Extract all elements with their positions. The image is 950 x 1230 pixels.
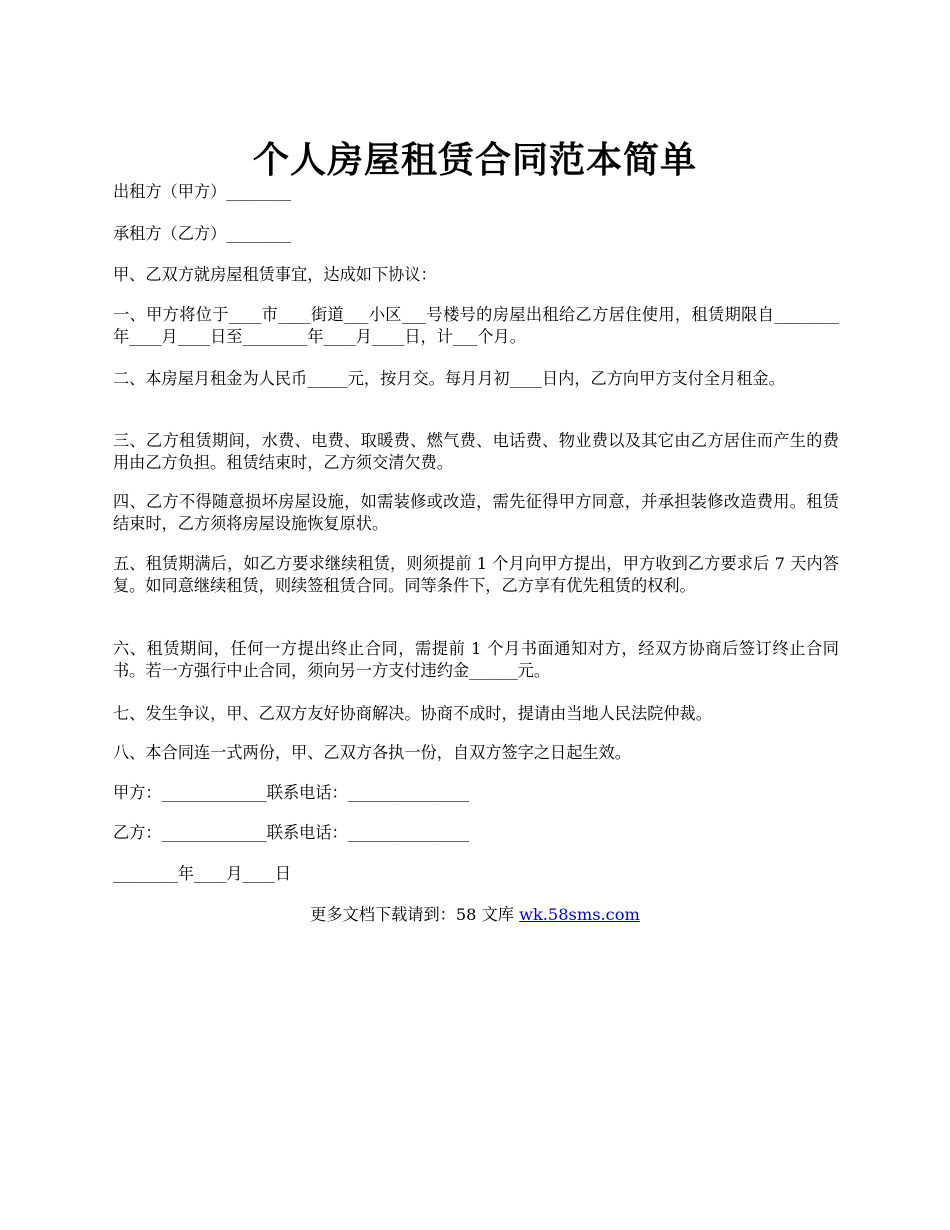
lessor-line: 出租方（甲方）________	[113, 182, 292, 201]
agreement-intro: 甲、乙双方就房屋租赁事宜，达成如下协议：	[113, 265, 437, 284]
clause-4: 四、乙方不得随意损坏房屋设施，如需装修或改造，需先征得甲方同意，并承担装修改造费用。租赁结束时，乙方须将房屋设施恢复原状。	[113, 492, 839, 533]
date-line: ________年____月____日	[113, 864, 292, 883]
party-b-signature-line: 乙方：_____________联系电话：_______________	[113, 823, 470, 842]
download-footer	[0, 904, 950, 926]
clause-7: 七、发生争议，甲、乙双方友好协商解决。协商不成时，提请由当地人民法院仲裁。	[113, 704, 712, 723]
lessee-line: 承租方（乙方）________	[113, 224, 292, 243]
clause-1: 一、甲方将位于____市____街道___小区___号楼号的房屋出租给乙方居住使用，租赁期限自________年____月____日至________年____月____日，计___个月。	[113, 305, 839, 346]
clause-2: 二、本房屋月租金为人民币_____元，按月交。每月月初____日内，乙方向甲方支付全月租金。	[113, 369, 785, 388]
footer-text: 更多文档下载请到：58 文库	[310, 905, 520, 924]
party-a-signature-line: 甲方：_____________联系电话：_______________	[113, 783, 470, 802]
clause-5: 五、租赁期满后，如乙方要求继续租赁，则须提前 1 个月向甲方提出，甲方收到乙方要求后 7 天内答复。如同意继续租赁，则续签租赁合同。同等条件下，乙方享有优先租赁的权利。	[113, 554, 839, 595]
clause-3: 三、乙方租赁期间，水费、电费、取暖费、燃气费、电话费、物业费以及其它由乙方居住而产生的费用由乙方负担。租赁结束时，乙方须交清欠费。	[113, 431, 839, 472]
clause-8: 八、本合同连一式两份，甲、乙双方各执一份，自双方签字之日起生效。	[113, 743, 631, 762]
document-title: 个人房屋租赁合同范本简单	[252, 139, 697, 182]
clause-6: 六、租赁期间，任何一方提出终止合同，需提前 1 个月书面通知对方，经双方协商后签订终止合同书。若一方强行中止合同，须向另一方支付违约金______元。	[113, 639, 839, 680]
footer-link[interactable]: wk.58sms.com	[519, 905, 640, 924]
